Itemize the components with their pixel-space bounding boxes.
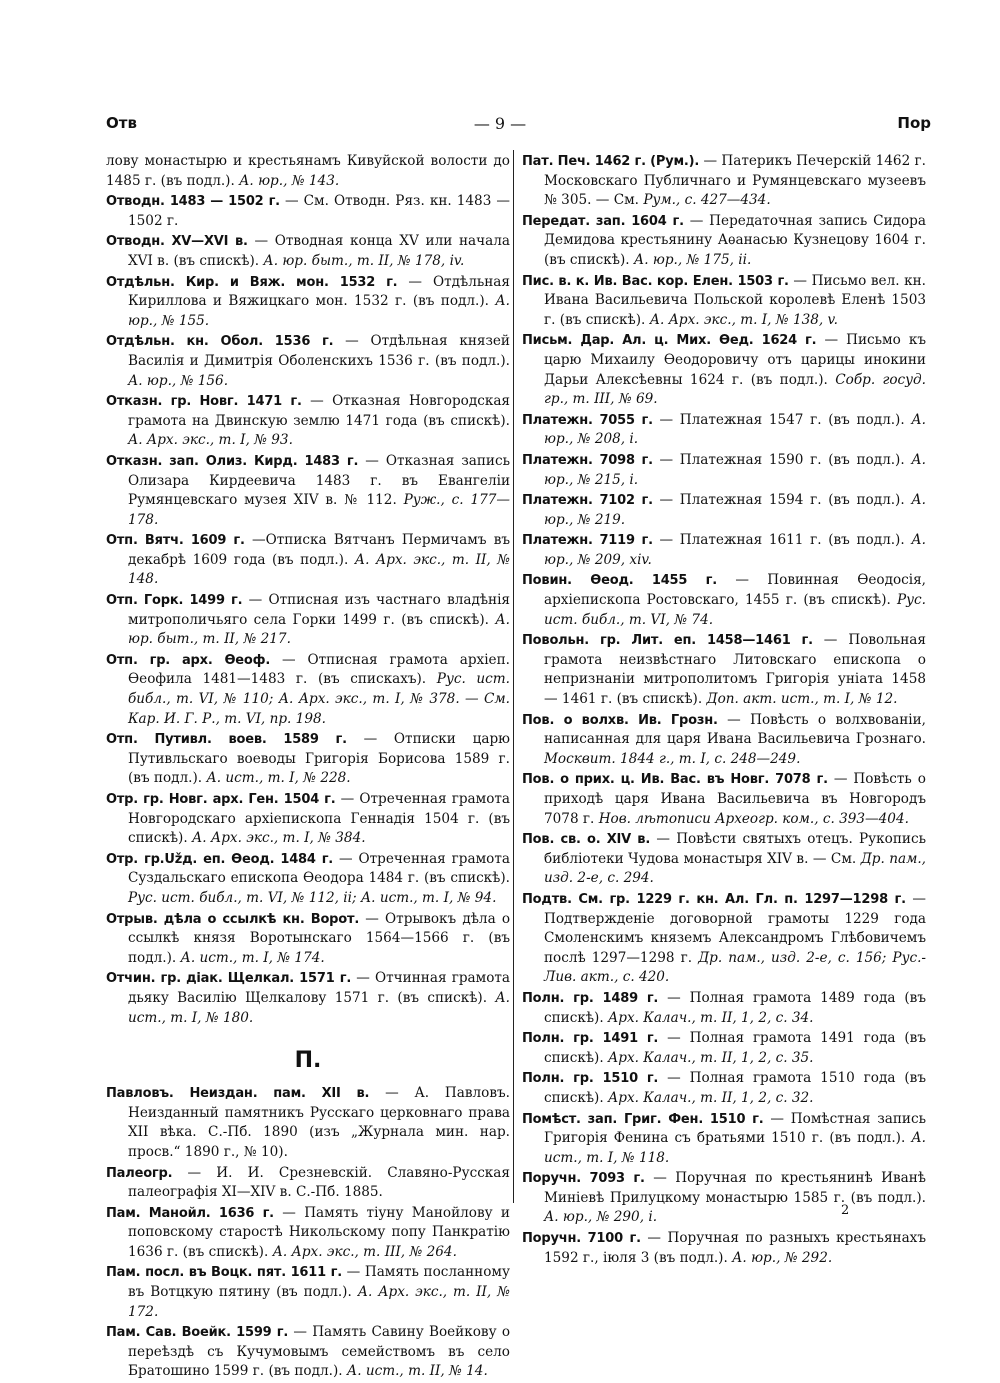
- entry-source: Москвит. 1844 г., т. I, с. 248—249.: [544, 750, 801, 767]
- index-entry: [106, 232, 510, 271]
- entry-source: Др. пам., изд. 2-е, с. 156; Рус.-Лив. акт., с. 420.: [544, 949, 926, 986]
- entry-source: Руж., с. 177—178.: [128, 492, 510, 528]
- entry-text: — Патерикъ Печерскій 1462 г. Московскаго Публичнаго и Румянцевскаго музеевъ № 305. — См.: [544, 153, 927, 209]
- entry-abbreviation: Подтв. См. гр. 1229 г. кн. Ал. Гл. п. 1297—1298 г.: [522, 891, 906, 907]
- entry-source: А. юр., № 156.: [128, 372, 229, 389]
- entry-abbreviation: Полн. гр. 1510 г.: [522, 1071, 659, 1087]
- index-entry: [106, 651, 510, 729]
- entry-text: — Платежная 1594 г. (въ подл.).: [659, 492, 905, 509]
- entry-abbreviation: Пов. о волхв. Ив. Грозн.: [522, 712, 718, 728]
- index-entry: [522, 1029, 926, 1068]
- entry-source: Арх. Калач., т. II, 1, 2, с. 32.: [608, 1089, 814, 1106]
- entry-abbreviation: Полн. гр. 1489 г.: [522, 990, 659, 1006]
- entry-text: — Память Савину Воейкову о переѣздѣ съ Кучумовымъ семействомъ въ село Братошино 1599 г. (въ подл.).: [128, 1324, 510, 1380]
- index-entry: [106, 273, 510, 332]
- entry-abbreviation: Отрыв. дѣла о ссылкѣ кн. Ворот.: [106, 911, 360, 927]
- index-entry: [522, 1069, 926, 1108]
- entry-text: — Отрывокъ дѣла о ссылкѣ князя Воротынскаго 1564—1566 г. (въ подл.).: [128, 910, 511, 966]
- entry-abbreviation: Пис. в. к. Ив. Вас. кор. Елен. 1503 г.: [522, 273, 789, 289]
- index-entry: [522, 989, 926, 1028]
- index-entry: [522, 491, 926, 530]
- page-signature: 2: [841, 1203, 850, 1218]
- entry-source: Доп. акт. ист., т. I, № 12.: [706, 691, 898, 708]
- entry-text: —Отписка Вятчанъ Пермичамъ въ декабрѣ 1609 года (въ подл.).: [128, 532, 510, 568]
- entry-text: — Отказная запись Олизара Кирдеевича 1483 г. въ Евангеліи Румянцевскаго музея XIV в. № 112.: [128, 452, 510, 509]
- entry-source: Рус. ист. библ., т. VI, № 74.: [544, 592, 926, 628]
- entry-text: лову монастырю и крестьянамъ Кивуйской волости до 1485 г. (въ подл.).: [106, 153, 510, 189]
- entry-source: Собр. госуд. гр., т. III, № 69.: [544, 371, 926, 408]
- entry-abbreviation: Поручн. 7100 г.: [522, 1231, 641, 1247]
- index-entry: [522, 451, 926, 490]
- entry-text: — Отреченная грамота Суздальскаго епископа Ѳеодора 1484 г. (въ спискѣ).: [128, 850, 510, 887]
- entry-text: — Платежная 1590 г. (въ подл.).: [659, 451, 905, 468]
- entry-abbreviation: Пов. о прих. ц. Ив. Вас. въ Новг. 7078 г.: [522, 772, 828, 788]
- entry-source: Др. пам., изд. 2-е, с. 294.: [544, 850, 926, 887]
- entry-text: — Повѣсть о волхвованіи, написанная для царя Ивана Васильевича Грознаго.: [544, 711, 926, 748]
- entry-text: — Письмо вел. кн. Ивана Васильевича Польской королевѣ Еленѣ 1503 г. (въ спискѣ).: [544, 272, 927, 328]
- entry-source: А. юр. быт., т. II, № 178, iv.: [263, 252, 465, 269]
- entry-source: А. юр., № 208, i.: [544, 411, 926, 448]
- entry-abbreviation: Пам. посл. въ Воцк. пят. 1611 г.: [106, 1265, 342, 1281]
- entry-abbreviation: Отп. гр. арх. Ѳеоф.: [106, 652, 271, 668]
- index-entry: [522, 331, 926, 409]
- index-entry: [106, 152, 510, 191]
- entry-abbreviation: Платежн. 7098 г.: [522, 452, 653, 468]
- entry-text: — Полная грамота 1491 года (въ спискѣ).: [544, 1030, 926, 1066]
- index-entry: [106, 392, 510, 451]
- entry-text: — Письмо къ царю Михаилу Ѳеодоровичу отъ царицы инокини Дарьи Алексѣевны 1624 г. (въ подл.).: [544, 332, 926, 388]
- entry-source: А. Арх. экс., т. I, № 138, v.: [649, 311, 838, 328]
- entry-source: Рум., с. 427—434.: [643, 192, 771, 209]
- entry-abbreviation: Павловъ. Неиздан. пам. XII в.: [106, 1086, 370, 1102]
- index-entry: [106, 1084, 510, 1162]
- entry-abbreviation: Повин. Ѳеод. 1455 г.: [522, 573, 717, 589]
- entry-source: А. юр., № 292.: [732, 1249, 833, 1266]
- entry-abbreviation: Отчин. гр. діак. Щелкал. 1571 г.: [106, 971, 352, 987]
- entry-source: Арх. Калач., т. II, 1, 2, с. 34.: [608, 1009, 814, 1026]
- entry-abbreviation: Отр. гр. Новг. арх. Ген. 1504 г.: [106, 792, 336, 807]
- entry-source: А. юр., № 175, ii.: [633, 251, 752, 268]
- entry-text: — Повѣсть о приходѣ царя Ивана Васильевича въ Новгородъ 7078 г.: [544, 771, 926, 827]
- entry-source: А. Арх. экс., т. I, № 384.: [192, 830, 366, 847]
- index-entry: [522, 770, 926, 829]
- entry-abbreviation: Отказн. гр. Новг. 1471 г.: [106, 394, 302, 410]
- entry-text: — Передаточная запись Сидора Демидова крестьянину Аѳанасью Кузнецову 1604 г. (въ спискѣ).: [544, 212, 926, 268]
- index-entry: [106, 850, 510, 909]
- page-number: — 9 —: [473, 114, 527, 133]
- index-entry: [522, 152, 926, 211]
- entry-abbreviation: Повольн. гр. Лит. еп. 1458—1461 г.: [522, 633, 813, 649]
- entry-text: — И. И. Срезневскій. Славяно-Русская палеографія XI—XIV в. С.-Пб. 1885.: [128, 1164, 510, 1201]
- entry-source: А. юр., № 290, i.: [544, 1209, 658, 1226]
- index-entry: [522, 212, 926, 271]
- entry-abbreviation: Полн. гр. 1491 г.: [522, 1031, 659, 1047]
- index-entry: [522, 830, 926, 889]
- entry-source: А. ист., т. I, № 174.: [180, 949, 325, 966]
- entry-text: — Отдѣльная Кириллова и Вяжицкаго мон. 1532 г. (въ подл.).: [128, 273, 510, 310]
- left-column: [106, 152, 510, 1383]
- entry-abbreviation: Пам. Сав. Воейк. 1599 г.: [106, 1325, 289, 1341]
- entry-text: — А. Павловъ. Неизданный памятникъ Русскаго церковнаго права XII вѣка. С.-Пб. 1890 (изъ „Журнала мин. нар. просв.“ 1890 г., № 10).: [128, 1085, 510, 1160]
- index-entry: [106, 1204, 510, 1263]
- index-entry: [106, 591, 510, 650]
- entry-abbreviation: Отдѣльн. Кир. и Вяж. мон. 1532 г.: [106, 274, 398, 290]
- entry-source: А. юр., № 143.: [239, 172, 340, 189]
- entry-abbreviation: Отп. Горк. 1499 г.: [106, 593, 243, 609]
- index-entry: [522, 531, 926, 570]
- entry-abbreviation: Передат. зап. 1604 г.: [522, 213, 684, 229]
- entry-text: — Платежная 1611 г. (въ подл.).: [659, 532, 905, 549]
- index-entry: [522, 711, 926, 770]
- entry-source: А. Арх. экс., т. I, № 93.: [128, 432, 293, 449]
- entry-source: Рус. ист. библ., т. VI, № 112, ii; А. ист., т. I, № 94.: [128, 889, 497, 906]
- entry-source: А. Арх. экс., т. II, № 172.: [128, 1284, 510, 1320]
- entry-source: А. ист., т. I, № 228.: [206, 770, 351, 787]
- entry-text: — Отдѣльная князей Василія и Димитрія Оболенскихъ 1536 г. (въ подл.).: [128, 333, 510, 369]
- index-entry: [106, 531, 510, 590]
- index-entry: [106, 969, 510, 1028]
- entry-text: — См. Отводн. Ряз. кн. 1483 — 1502 г.: [128, 193, 511, 229]
- section-letter: П.: [294, 1048, 322, 1074]
- right-column: [522, 152, 926, 1269]
- index-entry: [522, 631, 926, 709]
- index-entry: [522, 890, 926, 988]
- entry-text: — Отреченная грамота Новгородскаго архіепископа Геннадія 1504 г. (въ спискѣ).: [128, 791, 511, 847]
- index-entry: [106, 790, 510, 849]
- entry-abbreviation: Отп. Путивл. воев. 1589 г.: [106, 732, 347, 748]
- entry-text: — Отписки царю Путивльскаго воеводы Григорія Борисова 1589 г. (въ подл.).: [128, 731, 510, 787]
- index-entry: [106, 730, 510, 789]
- index-entry: [522, 272, 926, 331]
- entry-abbreviation: Платежн. 7055 г.: [522, 412, 653, 428]
- entry-abbreviation: Платежн. 7119 г.: [522, 533, 653, 549]
- entry-text: — Полная грамота 1489 года (въ спискѣ).: [544, 989, 926, 1026]
- entry-text: — Повѣсти святыхъ отецъ. Рукопись библіотеки Чудова монастыря XIV в. — См.: [544, 831, 926, 867]
- entry-abbreviation: Поручн. 7093 г.: [522, 1171, 645, 1187]
- entry-text: — Память посланному въ Вотцкую пятину (въ подл.).: [128, 1264, 510, 1301]
- entry-source: А. юр., № 215, i.: [544, 451, 926, 488]
- entry-text: — Отписная грамота архіеп. Ѳеофила 1481—1483 г. (въ спискахъ).: [128, 651, 510, 688]
- entry-text: — Помѣстная запись Григорія Фенина съ братьями 1510 г. (въ подл.).: [544, 1110, 926, 1147]
- column-divider: [513, 150, 514, 1203]
- entry-abbreviation: Письм. Дар. Ал. ц. Мих. Ѳед. 1624 г.: [522, 333, 817, 349]
- index-entry: [522, 571, 926, 630]
- index-entry: [106, 332, 510, 391]
- entry-text: — Отводная конца XV или начала XVI в. (въ спискѣ).: [128, 233, 510, 269]
- running-head-left: Отв: [106, 114, 137, 132]
- entry-abbreviation: Палеогр.: [106, 1165, 173, 1181]
- entry-source: А. юр. быт., т. II, № 217.: [128, 611, 511, 648]
- entry-abbreviation: Пат. Печ. 1462 г. (Рум.).: [522, 154, 700, 169]
- entry-abbreviation: Помѣст. зап. Григ. Фен. 1510 г.: [522, 1111, 764, 1127]
- entry-source: А. ист., т. I, № 118.: [544, 1130, 926, 1166]
- entry-abbreviation: Отдѣльн. кн. Обол. 1536 г.: [106, 334, 334, 350]
- index-entry: [522, 1229, 926, 1268]
- index-entry: [106, 910, 510, 969]
- entry-source: А. ист., т. I, № 180.: [128, 989, 510, 1026]
- entry-abbreviation: Платежн. 7102 г.: [522, 493, 653, 509]
- entry-text: — Повинная Ѳеодосія, архіепископа Ростовскаго, 1455 г. (въ спискѣ).: [544, 572, 927, 609]
- index-entry: [106, 192, 510, 231]
- entry-text: — Отказная Новгородская грамота на Двинскую землю 1471 года (въ спискѣ).: [128, 393, 510, 429]
- index-entry: [522, 1169, 926, 1228]
- entry-abbreviation: Отводн. XV—XVI в.: [106, 234, 248, 250]
- entry-source: Рус. ист. библ., т. VI, № 110; А. Арх. экс., т. I, № 378. — См. Кар. И. Г. Р., т. VI, пр. 198.: [128, 671, 510, 727]
- entry-source: А. ист., т. II, № 14.: [346, 1363, 488, 1380]
- entry-text: — Память тіуну Манойлову и поповскому старостѣ Никольскому попу Панкратію 1636 г. (въ спискѣ).: [128, 1204, 510, 1260]
- entry-abbreviation: Пов. св. о. XIV в.: [522, 832, 651, 848]
- entry-source: А. Арх. экс., т. III, № 264.: [272, 1243, 457, 1260]
- entry-source: Нов. лѣтописи Археогр. ком., с. 393—404.: [598, 810, 909, 827]
- running-head-right: Пор: [897, 114, 931, 132]
- index-entry: [106, 1164, 510, 1203]
- entry-source: А. юр., № 219.: [544, 492, 926, 528]
- entry-text: — Подтвержденіе договорной грамоты 1229 года Смоленскимъ княземъ Александромъ Глѣбовичемъ послѣ 1297—1298 г.: [544, 890, 926, 966]
- entry-text: — Отписная изъ частнаго владѣнія митрополичьяго села Горки 1499 г. (въ спискѣ).: [128, 592, 511, 628]
- entry-abbreviation: Отр. гр.Užд. еп. Ѳеод. 1484 г.: [106, 851, 334, 867]
- entry-abbreviation: Отказн. зап. Олиз. Кирд. 1483 г.: [106, 453, 359, 469]
- entry-text: — Полная грамота 1510 года (въ спискѣ).: [544, 1070, 926, 1106]
- entry-text: — Поручная по разныхъ крестьянахъ 1592 г., іюля 3 (въ подл.).: [544, 1230, 926, 1266]
- entry-abbreviation: Пам. Манойл. 1636 г.: [106, 1205, 274, 1221]
- entry-source: А. юр., № 155.: [128, 293, 510, 329]
- entry-source: А. юр., № 209, xiv.: [544, 532, 926, 568]
- index-entry: [106, 452, 510, 530]
- index-entry: [522, 1110, 926, 1169]
- entry-text: — Отчинная грамота дьяку Василію Щелкалову 1571 г. (въ спискѣ).: [128, 970, 511, 1006]
- entry-text: — Платежная 1547 г. (въ подл.).: [659, 411, 905, 428]
- index-entry: [106, 1323, 510, 1382]
- entry-source: Арх. Калач., т. II, 1, 2, с. 35.: [608, 1049, 814, 1066]
- entry-abbreviation: Отп. Вятч. 1609 г.: [106, 533, 245, 549]
- entry-abbreviation: Отводн. 1483 — 1502 г.: [106, 194, 280, 210]
- index-entry: [106, 1263, 510, 1322]
- entry-text: — Поручная по крестьянинѣ Иванѣ Миніевѣ Прилуцкому монастырю 1585 г. (въ подл.).: [544, 1170, 927, 1206]
- index-entry: [522, 411, 926, 450]
- entry-source: А. Арх. экс., т. II, № 148.: [128, 551, 510, 588]
- entry-text: — Повольная грамота неизвѣстнаго Литовскаго епископа о непризнаніи митрополитомъ Григорія уніата 1458 — 1461 г. (въ спискѣ).: [544, 632, 926, 708]
